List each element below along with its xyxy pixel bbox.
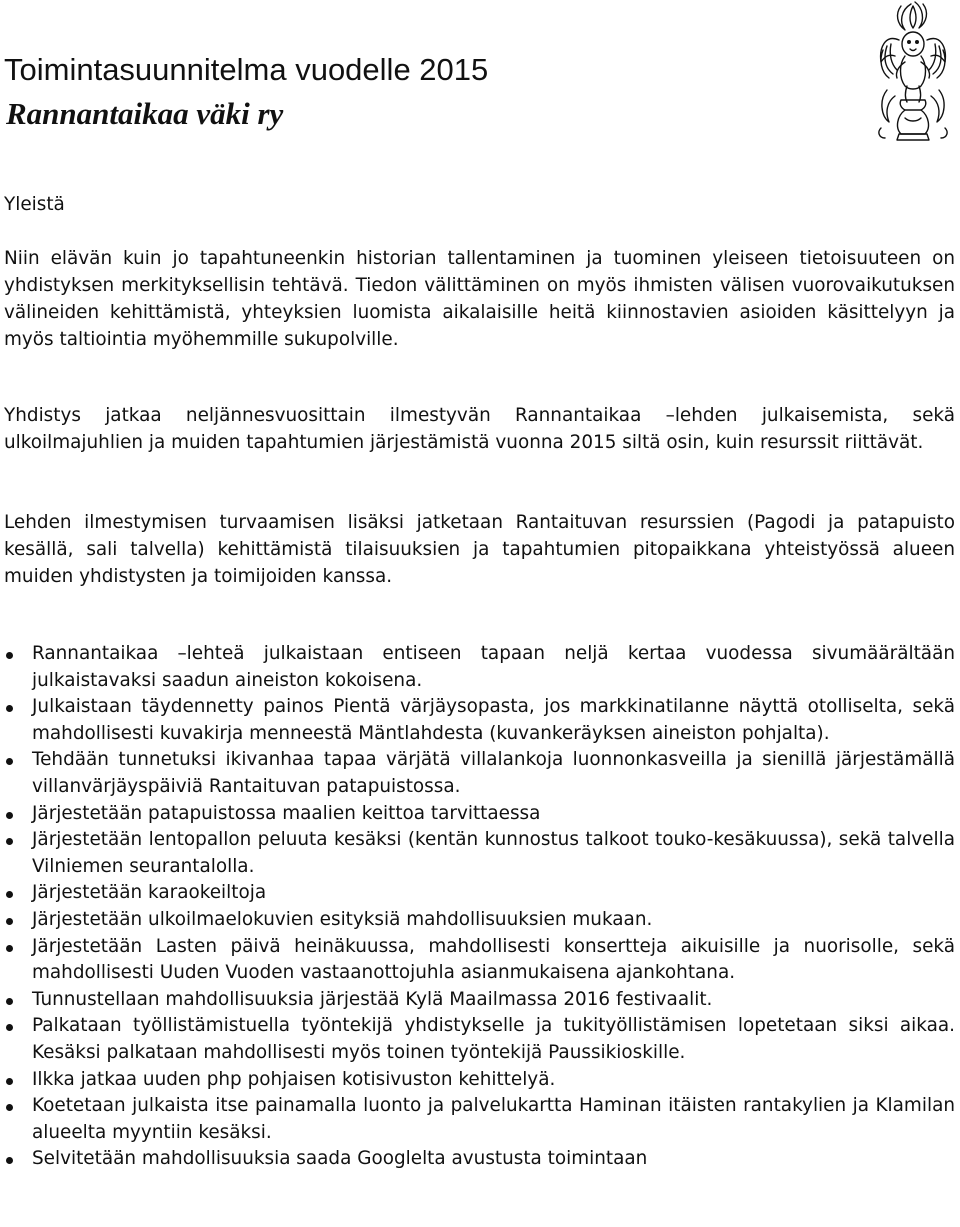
list-item-text: Tehdään tunnetuksi ikivanhaa tapaa värjätä villalankoja luonnonkasveilla ja sienillä järjestämällä villanvärjäyspäiviä Rantaituvan patapuistossa. xyxy=(32,749,955,797)
paragraph-intro: Niin elävän kuin jo tapahtuneenkin historian tallentaminen ja tuominen yleiseen tietoisuuteen on yhdistyksen merkityksellisin tehtävä. Tiedon välittäminen on myös ihmisten välisen vuorovaikutuksen välineiden kehittämistä, yhteyksien luomista aikalaisille heitä kiinnostavien asioiden käsittelyyn ja myös taltiointia myöhemmille sukupolville. xyxy=(4,248,955,350)
list-item xyxy=(0,1067,960,1094)
list-item-text: Tunnustellaan mahdollisuuksia järjestää Kylä Maailmassa 2016 festivaalit. xyxy=(32,988,713,1010)
list-item-text: Järjestetään Lasten päivä heinäkuussa, mahdollisesti konsertteja aikuisille ja nuorisolle, sekä mahdollisesti Uuden Vuoden vastaanottojuhla asianmukaisena ajankohtana. xyxy=(32,935,955,984)
list-item xyxy=(0,1146,960,1173)
bullet-icon xyxy=(6,1157,13,1164)
list-item xyxy=(0,827,960,880)
bullet-icon xyxy=(6,1104,13,1111)
list-item xyxy=(0,694,960,747)
list-item-text: Rannantaikaa –lehteä julkaistaan entiseen tapaan neljä kertaa vuodessa sivumäärältään julkaistavaksi saadun aineiston kokoisena. xyxy=(32,643,955,691)
bullet-icon xyxy=(6,812,13,819)
bullet-icon xyxy=(6,945,13,952)
bullet-icon xyxy=(6,652,13,659)
list-item-text: Palkataan työllistämistuella työntekijä yhdistykselle ja tukityöllistämisen lopetetaan siksi aikaa. Kesäksi palkataan mahdollisesti myös toinen työntekijä Paussikioskille. xyxy=(32,1015,955,1063)
bullet-icon xyxy=(6,758,13,765)
list-item-text: Järjestetään lentopallon peluuta kesäksi (kentän kunnostus talkoot touko-kesäkuussa), sekä talvella Vilniemen seurantalolla. xyxy=(32,829,955,877)
bullet-icon xyxy=(6,918,13,925)
bullet-icon xyxy=(6,705,13,712)
list-item-text: Julkaistaan täydennetty painos Pientä värjäysopasta, jos markkinatilanne näyttä otolliselta, sekä mahdollisesti kuvakirja menneestä Mäntlahdesta (kuvankeräyksen aineiston pohjalta). xyxy=(32,696,955,744)
list-item-text: Järjestetään ulkoilmaelokuvien esityksiä mahdollisuuksien mukaan. xyxy=(32,908,653,930)
list-item-text: Järjestetään karaokeiltoja xyxy=(32,882,267,904)
list-item-text: Selvitetään mahdollisuuksia saada Googlelta avustusta toimintaan xyxy=(32,1148,648,1170)
cherub-on-vase-icon xyxy=(871,0,955,142)
document-title: Toimintasuunnitelma vuodelle 2015 xyxy=(4,52,489,87)
bullet-icon xyxy=(6,998,13,1005)
bullet-icon xyxy=(6,891,13,898)
list-item-text: Koetetaan julkaista itse painamalla luonto ja palvelukartta Haminan itäisten rantakylien ja Klamilan alueelta myyntiin kesäksi. xyxy=(32,1095,955,1143)
list-item xyxy=(0,747,960,800)
list-item xyxy=(0,907,960,934)
list-item xyxy=(0,934,960,987)
bullet-icon xyxy=(6,1024,13,1031)
list-item xyxy=(0,801,960,828)
paragraph-publishing: Yhdistys jatkaa neljännesvuosittain ilmestyvän Rannantaikaa –lehden julkaisemista, sekä ulkoilmajuhlien ja muiden tapahtumien järjestämistä vuonna 2015 siltä osin, kuin resurssit riittävät. xyxy=(4,405,955,453)
list-item-text: Ilkka jatkaa uuden php pohjaisen kotisivuston kehittelyä. xyxy=(32,1068,556,1090)
bullet-icon xyxy=(6,1078,13,1085)
list-item xyxy=(0,1013,960,1066)
list-item xyxy=(0,987,960,1014)
list-item xyxy=(0,641,960,694)
list-item-text: Järjestetään patapuistossa maalien keittoa tarvittaessa xyxy=(32,802,541,824)
list-item xyxy=(0,1093,960,1146)
bullet-icon xyxy=(6,838,13,845)
action-plan-list xyxy=(0,641,960,1173)
section-heading: Yleistä xyxy=(4,194,65,215)
list-item xyxy=(0,880,960,907)
organization-name: Rannantaikaa väki ry xyxy=(6,96,284,131)
paragraph-resources: Lehden ilmestymisen turvaamisen lisäksi jatketaan Rantaituvan resurssien (Pagodi ja patapuisto kesällä, sali talvella) kehittämistä tilaisuuksien ja tapahtumien pitopaikkana yhteistyössä alueen muiden yhdistysten ja toimijoiden kanssa. xyxy=(4,512,955,587)
